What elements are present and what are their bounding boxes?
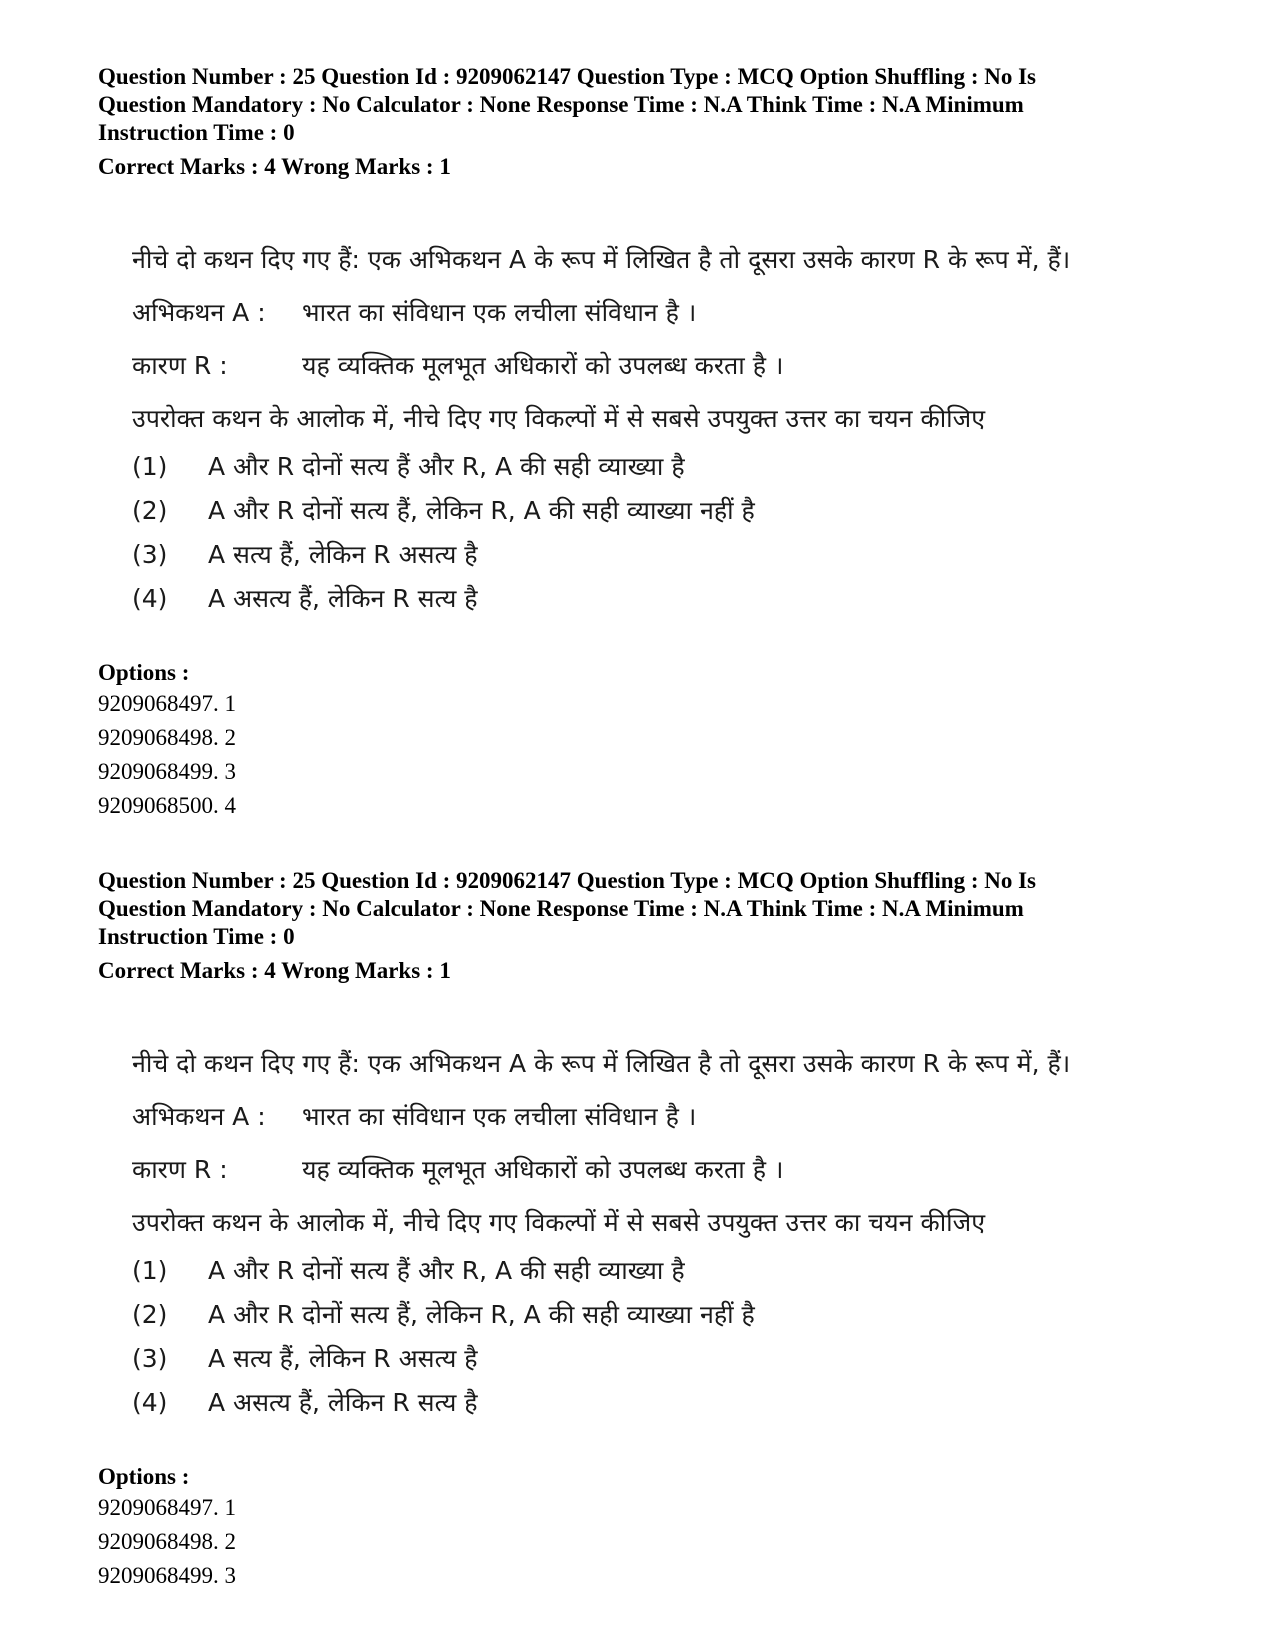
meta-line: Question Number : 25 Question Id : 9209062147 Question Type : MCQ Option Shuffling : No Is [98, 64, 1037, 89]
choice-item [132, 533, 1178, 577]
options-title: Options : [98, 1464, 190, 1489]
question-instruction: उपरोक्त कथन के आलोक में, नीचे दिए गए विकल्पों में से सबसे उपयुक्त उत्तर का चयन कीजिए [132, 1208, 986, 1237]
question-body [132, 233, 1178, 621]
reason-text: यह व्यक्तिक मूलभूत अधिकारों को उपलब्ध करता है । [302, 1155, 784, 1184]
choice-number: (4) [132, 584, 168, 613]
marks-line: Correct Marks : 4 Wrong Marks : 1 [98, 154, 451, 179]
option-item: 9209068499. 3 [98, 1563, 236, 1588]
choice-item [132, 577, 1178, 621]
choice-number: (3) [132, 1344, 168, 1373]
meta-line: Question Number : 25 Question Id : 9209062147 Question Type : MCQ Option Shuffling : No Is [98, 868, 1037, 893]
choice-text: A असत्य हैं, लेकिन R सत्य है [208, 1388, 478, 1417]
choice-text: A और R दोनों सत्य हैं और R, A की सही व्याख्या है [208, 452, 685, 481]
option-item: 9209068498. 2 [98, 1529, 236, 1554]
option-item: 9209068497. 1 [98, 1495, 236, 1520]
choice-text: A सत्य हैं, लेकिन R असत्य है [208, 1344, 478, 1373]
choice-item [132, 1293, 1178, 1337]
question-block [98, 867, 1178, 1593]
question-meta [98, 867, 1178, 951]
assertion-row [132, 286, 1178, 339]
choice-number: (3) [132, 540, 168, 569]
reason-row [132, 339, 1178, 392]
reason-row [132, 1143, 1178, 1196]
question-block [98, 63, 1178, 823]
meta-line: Question Mandatory : No Calculator : None Response Time : N.A Think Time : N.A Minimum [98, 92, 1024, 117]
reason-label: कारण R : [132, 351, 228, 380]
question-instruction: उपरोक्त कथन के आलोक में, नीचे दिए गए विकल्पों में से सबसे उपयुक्त उत्तर का चयन कीजिए [132, 404, 986, 433]
options-title: Options : [98, 660, 190, 685]
choice-text: A सत्य हैं, लेकिन R असत्य है [208, 540, 478, 569]
meta-line: Question Mandatory : No Calculator : None Response Time : N.A Think Time : N.A Minimum [98, 896, 1024, 921]
choice-item [132, 1381, 1178, 1425]
choice-item [132, 489, 1178, 533]
choice-text: A और R दोनों सत्य हैं, लेकिन R, A की सही व्याख्या नहीं है [208, 496, 755, 525]
choice-item [132, 1337, 1178, 1381]
option-item: 9209068499. 3 [98, 759, 236, 784]
choice-item [132, 445, 1178, 489]
question-meta [98, 63, 1178, 147]
assertion-label: अभिकथन A : [132, 298, 266, 327]
choice-text: A असत्य हैं, लेकिन R सत्य है [208, 584, 478, 613]
option-item: 9209068498. 2 [98, 725, 236, 750]
reason-label: कारण R : [132, 1155, 228, 1184]
meta-line: Instruction Time : 0 [98, 120, 295, 145]
assertion-label: अभिकथन A : [132, 1102, 266, 1131]
choice-number: (1) [132, 452, 168, 481]
reason-text: यह व्यक्तिक मूलभूत अधिकारों को उपलब्ध करता है । [302, 351, 784, 380]
assertion-text: भारत का संविधान एक लचीला संविधान है । [302, 1102, 697, 1131]
choice-number: (2) [132, 496, 168, 525]
assertion-text: भारत का संविधान एक लचीला संविधान है । [302, 298, 697, 327]
option-item: 9209068500. 4 [98, 793, 236, 818]
meta-line: Instruction Time : 0 [98, 924, 295, 949]
marks-line: Correct Marks : 4 Wrong Marks : 1 [98, 958, 451, 983]
assertion-row [132, 1090, 1178, 1143]
choice-text: A और R दोनों सत्य हैं और R, A की सही व्याख्या है [208, 1256, 685, 1285]
choice-number: (4) [132, 1388, 168, 1417]
choice-number: (2) [132, 1300, 168, 1329]
choice-text: A और R दोनों सत्य हैं, लेकिन R, A की सही व्याख्या नहीं है [208, 1300, 755, 1329]
question-body [132, 1037, 1178, 1425]
choice-number: (1) [132, 1256, 168, 1285]
question-stem: नीचे दो कथन दिए गए हैं: एक अभिकथन A के रूप में लिखित है तो दूसरा उसके कारण R के रूप में, हैं। [132, 1049, 1071, 1078]
option-item: 9209068497. 1 [98, 691, 236, 716]
question-stem: नीचे दो कथन दिए गए हैं: एक अभिकथन A के रूप में लिखित है तो दूसरा उसके कारण R के रूप में, हैं। [132, 245, 1071, 274]
choice-item [132, 1249, 1178, 1293]
